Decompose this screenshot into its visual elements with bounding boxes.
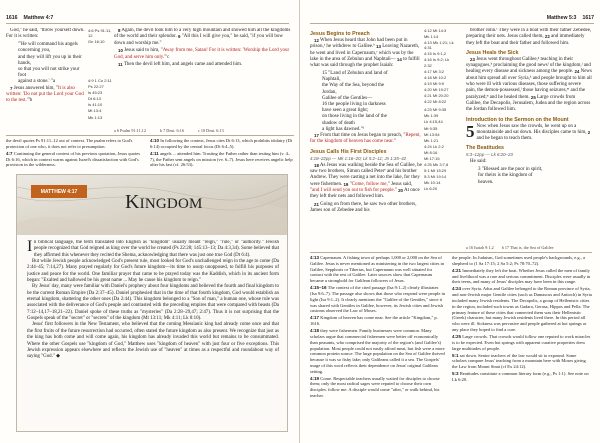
article-paragraph-3: By Jesus' day, many were familiar with Daniel's prophecy about four kingdoms and believed the fourth and final kingdom to be the current Roman Empire (Da 2:37–45). Daniel prophesied that in the time of that fourth kingdom, God would establish an eternal kingdom, shattering the other ones (Da 2:44). This kingdom belonged to a "Son of man," a human one, whose rule was associated with the deliverance of God's people and contrasted with the preceding empires that were compared with beasts (Da 7:12–14,17–18,21–22). Daniel spoke of these truths as "mysteries" (Da 2:28–29,47; 2:47). Thus it is not surprising that the Gospels speak of the "secret" or "secrets" of the kingdom (Mt 13:11; Mk 4:11; Lk 8:10). (27, 284, 279, 322)
section-heading: Jesus Heals the Sick (466, 49, 519, 56)
scripture-paragraph: 23 Jesus went throughout Galilee,ᵍ teaching in their synagogues,ʰ proclaiming the good newsⁱ of the kingdom,ʲ and healing every disease and sickness among the people. 24 News about him spread all over Syria,ᵏ and people brought to him all who were ill with various diseases, those suffering severe pain, the demon-possessed,ˡ those having seizures,ᵐ and the paralyzed;ⁿ and he healed them. 25 Large crowds from Galilee, the Decapolis, Jerusalem, Judea and the region across the Jordan followed him. (466, 56, 592, 113)
study-note-ref: 5:1 (452, 352, 460, 358)
poetry-line: so that you will not strike your foot (18, 66, 80, 79)
footnote: b 7 Deut. 6:16 (159, 128, 184, 133)
cross-reference: 4:15 Is 9:1,2 (424, 51, 447, 57)
verse-number: 24 (574, 69, 580, 75)
poetry-line: 15 "Land of Zebulun and land of (322, 70, 388, 76)
poetry-line: have seen a great light; (322, 108, 369, 114)
verse-number: 12 (314, 38, 319, 43)
scripture-paragraph: He said: (470, 159, 487, 165)
study-note-ref: 4:24 (452, 286, 463, 292)
verse-number: 22 (544, 34, 550, 40)
left-running-head: Matthew 4:7 (23, 14, 54, 21)
cross-reference: 4:16 Is 9:2; Lk 2:32 (424, 57, 450, 68)
right-page-number: 1617 (582, 14, 594, 21)
scripture-paragraph: God," he said, "throw yourself down. For it is written: (6, 28, 85, 40)
right-cross-references-b-list (424, 107, 454, 191)
scripture-paragraph: 18 As Jesus was walking beside the Sea of Galilee, he saw two brothers, Simon called Peterᵉ and his brother Andrew. They were casting a net into the lake, for they were fishermen. 19 "Come, follow me," Jesus said, "and I will send you out to fish for people." 20 At once they left their nets and followed him. (310, 162, 422, 200)
words-of-christ: Repent, for the kingdom of heaven has come near. (310, 133, 421, 145)
poetry-line: on those living in the land of the (322, 114, 387, 120)
poetry-line: hands, (18, 60, 31, 66)
right-page (300, 0, 600, 443)
poetry-line: concerning you, (18, 48, 51, 54)
article-title-rest: INGDOM (139, 196, 203, 212)
words-of-christ: and I will send you out to fish for people. (312, 187, 395, 193)
cross-reference: 4:23 Mt 9:35 (424, 107, 447, 113)
study-note: 4:17 Kingdom of heaven has come near. See the article "Kingdom," p. 1616. (310, 315, 438, 327)
cross-reference: 4:24 Lk 2:2 (424, 143, 444, 149)
poetry-line: the Way of the Sea, beyond the (322, 83, 385, 89)
study-note: 4:11 angels ... attended him. Trusting the Father rather than testing him (v. 4–7), the Father sent angels on mission (vv. 6–7). Jesus here receives angelic help after his fast (cf. 26:53). (150, 150, 293, 168)
article-paragraph-4: Jesus' first followers in the New Testament, who believed that the coming Messianic king had already come once and that the first fruits of the future resurrection had occurred, often stated the future kingdom as also present. We recognize that just as the king has both come and will come again, his kingdom has already invaded this world but remains to be consummated. Where the other Gospels use "kingdom of God," Matthew uses "kingdom of heaven" with just four or five exceptions. This Jewish expression appears elsewhere and reflects the Jewish use of "heaven" at times as a respectful and roundabout way of saying "God." ◆ (27, 322, 279, 360)
cross-reference: Lk 4:15,44 (424, 119, 443, 125)
left-top-column-b (114, 28, 294, 132)
study-note: 5:3 Beatitudes constitute a common literary form (e.g., Ps 1:1). See note on Lk 6:20. (452, 371, 589, 382)
poetry-line: Galilee of the Gentiles— (322, 95, 373, 101)
verse-number: 14 (396, 56, 402, 62)
section-heading: The Beatitudes (466, 145, 504, 152)
cross-reference: 4:22 Mt 8:22 (424, 99, 447, 105)
cross-reference: 4:19 Mt 9:9 (424, 80, 445, 86)
study-note: the devil quotes Ps 91:11–12 out of context. The psalm refers to God's protection of one who, it does not refer to presumption. (6, 138, 133, 149)
cross-reference: Mk 1:39 (424, 113, 439, 119)
scripture-paragraph: 8 Again, the devil took him to a very high mountain and showed him all the kingdoms of the world and their splendor. 9 "All this I will give you," he said, "if you will bow down and worship me." (114, 28, 291, 46)
article-dropcap: I (27, 240, 33, 255)
verse-number: 17 (314, 133, 319, 139)
left-running-header (6, 12, 289, 24)
left-notes-rule (6, 135, 294, 136)
scripture-paragraph: 10 Jesus said to him, "Away from me, Satan! For it is written: 'Worship the Lord your God, and serve him only.'"c (114, 48, 290, 60)
cross-reference: 4:12 Mt 14:3 (424, 28, 447, 33)
cross-reference: Mk 1:21 (424, 137, 439, 143)
poetry-line: Naphtali, (322, 77, 341, 83)
right-running-header (310, 12, 594, 24)
left-footnotes (114, 128, 294, 133)
cross-reference: 4:17 Mt 3:2 (424, 68, 445, 74)
study-note-ref: 5:3 (452, 371, 460, 377)
words-of-christ: Away from me, Satan! For it is written: 'Worship the Lord your God, and serve him only.' (114, 48, 290, 60)
study-note-ref: 4:17 (310, 315, 321, 321)
right-column-a (310, 28, 422, 244)
cross-reference: Gn 16:10 (88, 39, 105, 45)
study-note-ref: 4:18 (310, 328, 321, 334)
right-footnotes (466, 245, 592, 250)
article-title-initial: K (125, 191, 140, 213)
verse-number: 13 (376, 44, 381, 50)
cross-reference: Lk 6:20 (424, 186, 438, 192)
poetry-line: "'He will command his angels (18, 42, 78, 48)
verse-number: 20 (398, 187, 403, 193)
study-note: 4:13 Capernaum. A fishing town of perhaps 1,000 or 2,000 on the Sea of Galilee. Jesus is never mentioned as ministering in the two largest cities in Galilee, Sepphoris or Tiberias, but Capernaum was well situated for contact with the rest of Galilee. Later sources show that Capernaum became a stronghold for Galilean followers of Jesus. (310, 255, 445, 284)
poetry-line: against a stone.' "a (18, 79, 56, 85)
scripture-paragraph: 21 Going on from there, he saw two other brothers, James son of Zebedee and his (310, 201, 417, 214)
cross-reference: 4:6 Ps 91:11, 12 (88, 28, 112, 39)
cross-reference: Is 41:10 (88, 102, 103, 108)
verse-number: 18 (314, 162, 319, 168)
left-study-notes-b (150, 138, 294, 172)
poetry-line: 16 the people living in darkness (322, 102, 386, 107)
cross-reference: 4:25 Mk 3:7,8 (424, 162, 449, 168)
cross-reference: Mt 17:15 (424, 155, 440, 161)
article-body (27, 240, 279, 426)
verse-number: 21 (314, 201, 319, 207)
verse-number: 8 (118, 28, 121, 33)
poetry-block (310, 71, 422, 133)
right-cross-references-a (424, 28, 454, 208)
study-note-ref: 4:10 (150, 138, 161, 143)
right-running-head: Matthew 5:3 (546, 14, 577, 21)
poetry-line: and they will lift you up in their (18, 54, 82, 60)
cross-reference: Mt 13:54 (424, 131, 440, 137)
cross-reference: Is 45:23 (88, 90, 103, 96)
cross-reference: Mk 10:14 (424, 180, 441, 186)
study-note-ref: 4:15–16 (310, 285, 328, 291)
left-study-notes-a (6, 138, 142, 172)
section-heading: Introduction to the Sermon on the Mount (466, 116, 569, 123)
cross-reference: 5:3 Mt 19:14 (424, 174, 447, 180)
parallel-passages: 4:18–22pp — Mk 1:16–20; Lk 5:2–11; Jn 1:35–42 (310, 155, 407, 161)
scripture-paragraph: 12 When Jesus heard that John had been put in prison,ᵃ he withdrew to Galilee.ᵇ 13 Leaving Nazareth, he went and lived in Capernaum,ᶜ which was by the lake in the area of Zebulun and Naphtali— 14 to fulfill what was said through the prophet Isaiah: (310, 38, 420, 69)
cross-reference: Ps 22:27 (88, 84, 104, 90)
cross-reference: 4:13 Mk 1:21; Lk 4:31 (424, 40, 454, 51)
cross-reference: 4:18 Mt 10:2 (424, 74, 447, 80)
chapter-number: 5 (466, 121, 475, 141)
cross-reference: 5:1 Mt 15:29 (424, 168, 447, 174)
article-header-image (17, 175, 287, 235)
scripture-paragraph: brother John.ᶠ They were in a boat with their father Zebedee, preparing their nets. Jesus called them, 22 and immediately they left the boat and their father and followed him. (466, 28, 592, 46)
footnote: c 10 Deut. 6:13 (197, 128, 224, 133)
poetry-line: shadow of death (322, 120, 355, 126)
poetry-line: a light has dawned."ᵈ (322, 126, 365, 132)
article-title (125, 191, 203, 214)
study-note: 4:24 over Syria. Adus and Galilee belonged to the Roman province of Syria, and non-Jewish major Gentile cities (such as Damascus and Antioch) in Syria included many Jewish residents. The Decapolis, a group of Hellenistic cities in the region, included such towns as Gadara, Gerasa, Hippos and Pella. The primary feature of these cities that connected them was their Hellenistic (Greek) character, but many Jewish residents lived there. In this period all who were ill. Sickness was pervasive and people gathered at hot springs or any place they hoped to find a cure. (452, 286, 592, 332)
study-note: the people. In Judaism, God sometimes used people's backgrounds, e.g., a shepherd to (1 Sa 17:15; 2 Sa 5:2; Ps 78:70–72). (452, 255, 586, 266)
study-note-ref: 4:25 (452, 333, 463, 339)
chapter-opening: 5 Now when Jesus saw the crowds, he went up on a mountainside and sat down. His disciples came to him, 2 and he began to teach them. (466, 121, 591, 142)
verse-number: 2 (587, 129, 591, 135)
verse-number: 19 (343, 181, 349, 187)
poetry-line: Jordan, (322, 89, 337, 95)
study-note: 4:19 Come. Respectable teachers usually waited for disciples to choose them; only the most radical sages were reputed to choose their own disciples. follow me. A disciple would come "after," or walk behind, his teacher. (310, 375, 440, 399)
study-note-ref: 4:19 (310, 375, 321, 381)
words-of-christ: It is also written: 'Do not put the Lord your God to the test.' (6, 85, 84, 104)
article-paragraph-2: But while Jewish people acknowledged God's present rule, most looked for God's unchallenged reign in the age to come (Da 2:44–45; 7:14,27). Many prayed regularly for God's future kingdom—its time to usurp unopposed, to fulfill his purposes of justice and peace for the world. One familiar prayer that came to be prayed today was the Kaddish, which in its ancient form began: "Exalted and hallowed be his great name ... May he cause his kingdom to reign." (27, 259, 279, 284)
article-reference-tag: MATTHEW 4:17 (31, 185, 87, 198)
section-heading: Jesus Begins to Preach (310, 31, 370, 37)
poetry-block (466, 167, 592, 186)
study-note: 5:1 sat down. Senior teachers of the law would sit to expound. Some scholars compare Jesus' teaching from a mountain here with Moses giving the Law from Mount Sinai (cf Ex 24:12). (452, 352, 586, 370)
cross-reference: Mk 1:13 (88, 114, 103, 120)
cross-reference: 4:9 1 Co 2:11 (88, 78, 112, 83)
poetry-line: 3 "Blessed are the poor in spirit, (478, 167, 543, 173)
right-column-b (466, 28, 592, 244)
cross-reference: 4:20 Mt 19:27 (424, 86, 449, 92)
cross-reference: Mt 9:35 (424, 125, 438, 131)
cross-reference: Dt 6:13 (88, 96, 101, 102)
scripture-paragraph: 7 Jesus answered him, "It is also written: 'Do not put the Lord your God to the test.'"b (6, 85, 84, 104)
study-note-ref: 4:11 (150, 150, 161, 156)
footnote: b 17 That is, the Sea of Galilee (501, 245, 554, 250)
poetry-line: heaven. (478, 179, 494, 185)
study-note: 4:10 In following the context, Jesus cites Dt 6:13, which prohibits idolatry (Dt 6:14) occupied by the central focus (Dt 6:4–5). (150, 138, 293, 149)
kingdom-article (16, 174, 288, 432)
study-note-ref: 4:13 (310, 255, 321, 260)
footnote: a 16 Isaiah 9:1,2 (466, 245, 494, 250)
study-note: 4:18 they were fishermen. Family businesses were common. Many scholars argue that commercial fishermen were better off economically than peasants, who comprised the majority of the region's (and Galilee's) population. Most people could not easily afford meat, but fish were a more common protein source. The large population on the Sea of Galilee thrived because it was so fishy lake; only Galileans called it a sea. The Gospels' usage of this word reflects their dependence on Jesus' original Galilean setting. (310, 328, 445, 374)
verse-number: 7 (10, 85, 13, 91)
section-heading: Jesus Calls His First Disciples (310, 148, 387, 155)
left-page-number: 1616 (6, 14, 18, 21)
verse-number: 25 (530, 94, 536, 100)
article-paragraph-1: In biblical language, the term translated into English as "kingdom" usually meant "reign," "rule," or "authority." Jewish people recognized that God reigned as king over the world he created (Ps 22:28; 145:13–13; Da 4:3,34). Some believed that they affirmed this whenever they recited the Shema, acknowledging that there was just one true God (Dt 6:4). (27, 240, 279, 258)
cross-reference: Mt 8:16 (424, 149, 438, 155)
scripture-paragraph: 17 From that time on Jesus began to preach, "Repent, for the kingdom of heaven has come near." (310, 133, 421, 145)
study-note: 4:15–16 The context of the cited passage (Isa 9:1–2) clearly illustrates (Isa 9:6–7). The passage also shows that those who respond were people in light (Isa 9:1–2). It clearly mentions the "Galilee of the Gentiles," since it was shared with Gentiles in Galilee, however, its Jewish cities and Jewish customs observed the Law of Moses. (310, 285, 446, 314)
cross-reference: Mt 13:4 (88, 108, 102, 114)
study-note: 4:25 Large crowds. That crowds would follow one reputed to work miracles is to be expected. Even hot springs with apparent curative properties drew large multitudes of people. (452, 333, 591, 351)
verse-number: 10 (118, 48, 123, 54)
cross-reference: 4:21 Mt 20:20 (424, 93, 449, 99)
verse-number: 11 (118, 62, 123, 68)
right-study-notes-b (452, 255, 592, 439)
verse-number: 23 (470, 56, 475, 62)
study-note: 4:21 Immediately they left the boat. Whether Jesus called the men of family and livelihood was a rare and serious commitment. Disciples were usually in their teens, and many of Jesus' disciples may have been in this range. (452, 267, 591, 285)
parallel-passages: 5:3–12pp — Lk 6:20–23 (466, 152, 513, 158)
poetry-block (6, 42, 86, 85)
words-of-christ: Come, follow me, (351, 181, 388, 187)
verse-number: 9 (178, 34, 181, 40)
poetry-line: for theirs is the kingdom of (478, 173, 533, 179)
cross-reference: Mk 1:14 (424, 34, 439, 40)
footnote: a 6 Psalm 91:11,12 (114, 128, 146, 133)
study-note: 4:7 Continuing the general context of his previous quotation, Jesus quotes Dt 6:16, which in context warns against Israel's dissatisfaction with God's provision in the wilderness. (6, 150, 140, 168)
right-notes-rule (310, 252, 592, 253)
study-note-ref: 4:21 (452, 267, 463, 273)
scripture-paragraph: 11 Then the devil left him, and angels came and attended him. (118, 62, 243, 68)
right-study-notes-a (310, 255, 446, 439)
study-note-ref: 4:7 (6, 150, 14, 156)
